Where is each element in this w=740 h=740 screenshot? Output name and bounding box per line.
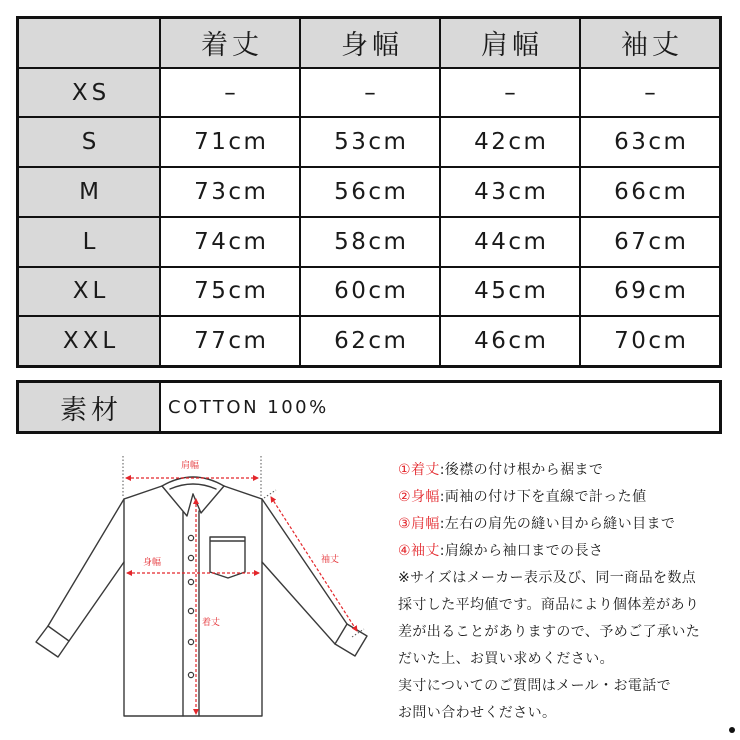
left-cuff: [36, 626, 69, 657]
measurement-guides: [123, 456, 364, 637]
definition-text: :左右の肩先の縫い目から縫い目まで: [439, 516, 676, 532]
total-length-value: 75cm: [161, 268, 299, 316]
total-length-value: 71cm: [161, 118, 299, 166]
shoulder-width-value: 42cm: [441, 118, 579, 166]
shirt-body: [124, 486, 262, 716]
disclaimer-line: 採寸した平均値です。商品により個体差があり: [398, 597, 700, 613]
size-label: S: [19, 118, 159, 166]
definition-label: ①着丈: [398, 462, 440, 478]
shoulder-width-value: 44cm: [441, 218, 579, 266]
disclaimer-line: 差が出ることがありますので、予めご了承いた: [398, 624, 701, 640]
right-cuff: [335, 624, 367, 656]
sleeve-length-label: 袖丈: [320, 555, 340, 565]
table-corner-cell: [19, 19, 159, 67]
left-sleeve: [48, 499, 124, 641]
measurement-lines: [126, 478, 357, 714]
size-label: XS: [19, 69, 159, 117]
sleeve-guide-top: [264, 490, 276, 498]
definition-text: :後襟の付け根から裾まで: [439, 462, 604, 478]
sleeve-length-value: 67cm: [581, 218, 719, 266]
body-width-value: 53cm: [301, 118, 439, 166]
size-label: L: [19, 218, 159, 266]
shoulder-width-label: 肩幅: [180, 461, 200, 471]
material-value: COTTON 100%: [161, 383, 719, 431]
measurement-notes: [398, 457, 700, 727]
shirt-button: [188, 555, 193, 560]
right-sleeve: [262, 499, 347, 644]
body-width-value: 60cm: [301, 268, 439, 316]
shoulder-width-value: 43cm: [441, 168, 579, 216]
definition-text: :肩線から袖口までの長さ: [439, 543, 604, 559]
definition-line: [398, 484, 700, 511]
shirt-outline: [36, 477, 367, 716]
disclaimer-line: だいた上、お買い求めください。: [398, 651, 614, 667]
shirt-button: [188, 672, 193, 677]
shirt-buttons: [188, 535, 193, 677]
chest-pocket: [210, 537, 245, 578]
column-header-total-length: 着丈: [161, 19, 299, 67]
disclaimer-line: お問い合わせください。: [398, 705, 557, 721]
shirt-button: [188, 639, 193, 644]
definition-label: ②身幅: [398, 489, 440, 505]
sleeve-length-value: 70cm: [581, 317, 719, 365]
body-width-value: 58cm: [301, 218, 439, 266]
sleeve-length-line: [271, 497, 357, 631]
total-length-value: –: [161, 69, 299, 117]
corner-dot: [729, 727, 735, 733]
shoulder-width-value: 46cm: [441, 317, 579, 365]
definition-label: ③肩幅: [398, 516, 440, 532]
body-width-value: –: [301, 69, 439, 117]
body-width-label: 身幅: [142, 558, 162, 568]
total-length-value: 74cm: [161, 218, 299, 266]
disclaimer-line: ※サイズはメーカー表示及び、同一商品を数点: [398, 570, 697, 586]
total-length-value: 77cm: [161, 317, 299, 365]
size-label: XL: [19, 268, 159, 316]
body-width-value: 56cm: [301, 168, 439, 216]
sleeve-length-value: 63cm: [581, 118, 719, 166]
right-collar-wing: [193, 486, 224, 513]
definition-line: [398, 457, 700, 484]
column-header-body-width: 身幅: [301, 19, 439, 67]
shoulder-width-value: –: [441, 69, 579, 117]
shirt-button: [188, 608, 193, 613]
definition-line: [398, 538, 700, 565]
inner-neckline: [170, 484, 216, 489]
shirt-measurement-diagram: [20, 445, 380, 730]
left-collar-wing: [162, 486, 193, 516]
shirt-button: [188, 579, 193, 584]
material-label: 素材: [19, 383, 159, 431]
definition-label: ④袖丈: [398, 543, 440, 559]
sleeve-length-value: 69cm: [581, 268, 719, 316]
column-header-shoulder-width: 肩幅: [441, 19, 579, 67]
size-table: [16, 16, 722, 368]
shoulder-width-value: 45cm: [441, 268, 579, 316]
total-length-value: 73cm: [161, 168, 299, 216]
sleeve-length-value: 66cm: [581, 168, 719, 216]
material-row: [16, 380, 722, 434]
column-header-sleeve-length: 袖丈: [581, 19, 719, 67]
definition-text: :両袖の付け下を直線で計った値: [439, 489, 647, 505]
size-label: M: [19, 168, 159, 216]
shirt-button: [188, 535, 193, 540]
disclaimer-line: 実寸についてのご質問はメール・お電話で: [398, 678, 672, 694]
definition-line: [398, 511, 700, 538]
size-label: XXL: [19, 317, 159, 365]
total-length-label: 着丈: [201, 618, 221, 628]
body-width-value: 62cm: [301, 317, 439, 365]
sleeve-length-value: –: [581, 69, 719, 117]
